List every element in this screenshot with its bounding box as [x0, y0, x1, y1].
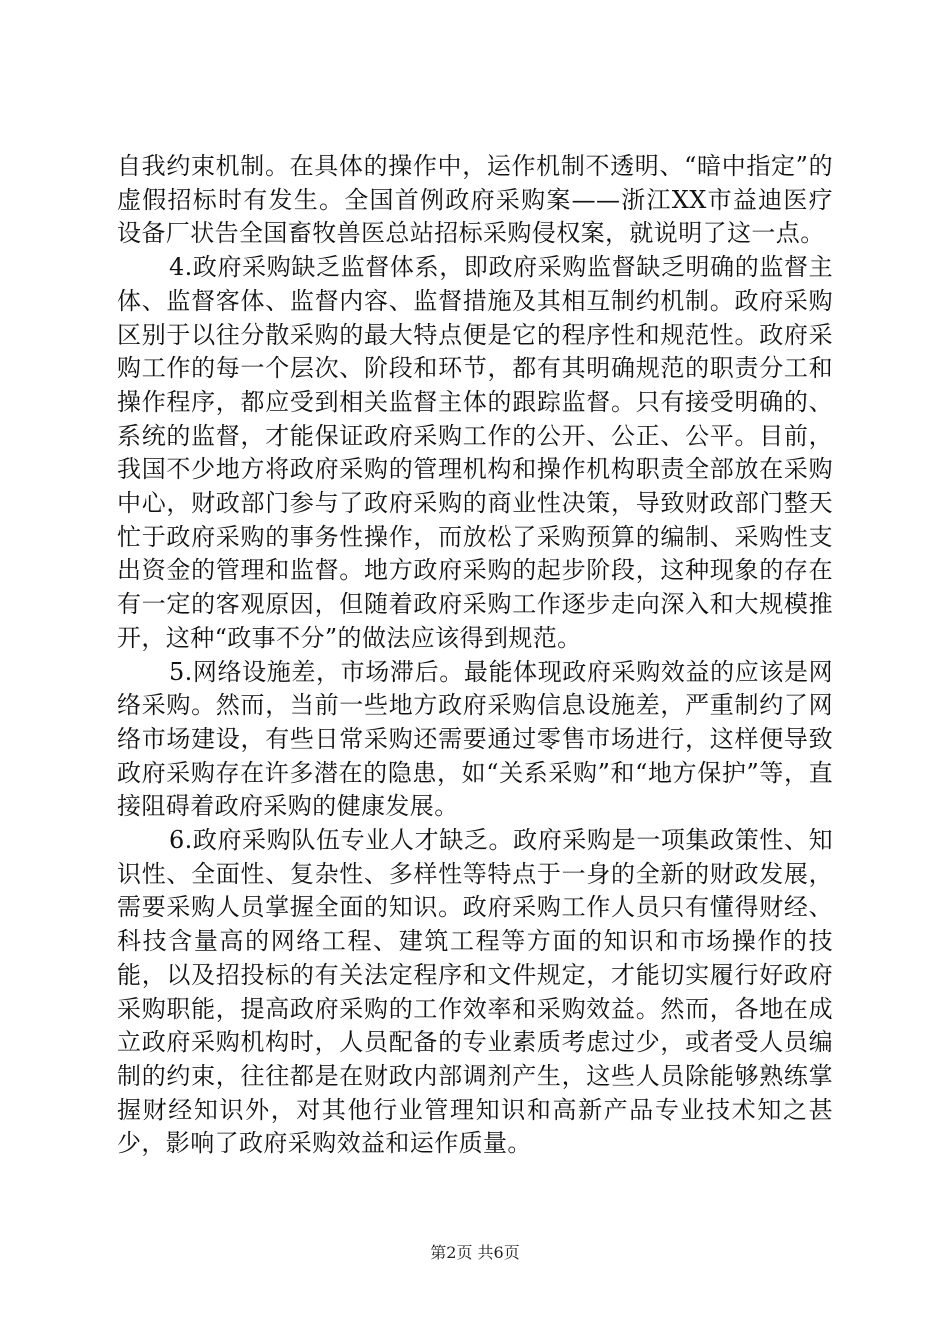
paragraph-continuation: 自我约束机制。在具体的操作中，运作机制不透明、“暗中指定”的虚假招标时有发生。全国首例政府采购案——浙江XX市益迪医疗设备厂状告全国畜牧兽医总站招标采购侵权案，就说明了这一点。 [117, 152, 833, 248]
paragraph-item-5: 5.网络设施差，市场滞后。最能体现政府采购效益的应该是网络采购。然而，当前一些地方政府采购信息设施差，严重制约了网络市场建设，有些日常采购还需要通过零售市场进行，这样便导致政府采购存在许多潜在的隐患，如“关系采购”和“地方保护”等，直接阻碍着政府采购的健康发展。 [117, 657, 833, 821]
page-footer: 第2页 共6页 [430, 1243, 520, 1262]
paragraph-item-6: 6.政府采购队伍专业人才缺乏。政府采购是一项集政策性、知识性、全面性、复杂性、多样性等特点于一身的全新的财政发展，需要采购人员掌握全面的知识。政府采购工作人员只有懂得财经、科技含量高的网络工程、建筑工程等方面的知识和市场操作的技能，以及招投标的有关法定程序和文件规定，才能切实履行好政府采购职能，提高政府采购的工作效率和采购效益。然而，各地在成立政府采购机构时，人员配备的专业素质考虑过少，或者受人员编制的约束，往往都是在财政内部调剂产生，这些人员除能够熟练掌握财经知识外，对其他行业管理知识和高新产品专业技术知之甚少，影响了政府采购效益和运作质量。 [117, 826, 833, 1158]
body-text [117, 150, 833, 1161]
paragraph-item-4: 4.政府采购缺乏监督体系，即政府采购监督缺乏明确的监督主体、监督客体、监督内容、监督措施及其相互制约机制。政府采购区别于以往分散采购的最大特点便是它的程序性和规范性。政府采购工作的每一个层次、阶段和环节，都有其明确规范的职责分工和操作程序，都应受到相关监督主体的跟踪监督。只有接受明确的、系统的监督，才能保证政府采购工作的公开、公正、公平。目前，我国不少地方将政府采购的管理机构和操作机构职责全部放在采购中心，财政部门参与了政府采购的商业性决策，导致财政部门整天忙于政府采购的事务性操作，而放松了采购预算的编制、采购性支出资金的管理和监督。地方政府采购的起步阶段，这种现象的存在有一定的客观原因，但随着政府采购工作逐步走向深入和大规模推开，这种“政事不分”的做法应该得到规范。 [117, 253, 833, 652]
